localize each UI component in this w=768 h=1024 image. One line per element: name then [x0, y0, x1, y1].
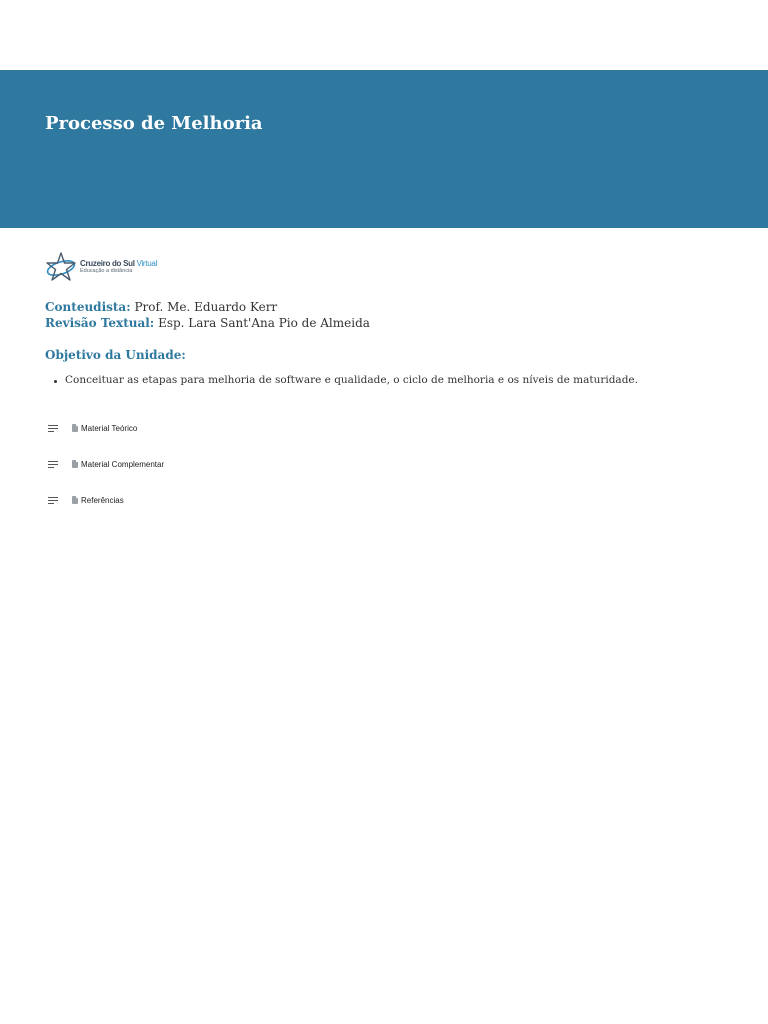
- logo-name: [80, 260, 157, 268]
- objective-list: [45, 374, 638, 386]
- nav-item-label: Material Teórico: [81, 423, 138, 433]
- section-nav: [48, 420, 164, 528]
- author-value: Prof. Me. Eduardo Kerr: [134, 300, 278, 314]
- author-line: [45, 299, 370, 315]
- credits: [45, 299, 370, 331]
- nav-item-material-teorico[interactable]: [48, 420, 164, 436]
- document-icon: [72, 424, 78, 432]
- logo-tagline: Educação a distância: [80, 267, 133, 274]
- review-line: [45, 315, 370, 331]
- logo-name-main: Cruzeiro do Sul: [80, 258, 135, 268]
- logo-name-accent: Virtual: [136, 258, 157, 268]
- menu-lines-icon: [48, 494, 60, 506]
- nav-item-label: Material Complementar: [81, 459, 165, 469]
- star-orbit-icon: [45, 252, 77, 282]
- logo: [45, 252, 160, 282]
- objective-item-text: Conceituar as etapas para melhoria de software e qualidade, o ciclo de melhoria e os níveis de maturidade.: [65, 374, 638, 386]
- menu-lines-icon: [48, 458, 60, 470]
- nav-item-label: Referências: [81, 495, 124, 505]
- logo-text: [80, 260, 157, 275]
- nav-item-referencias[interactable]: [48, 492, 164, 508]
- author-label: Conteudista:: [45, 300, 131, 314]
- nav-item-material-complementar[interactable]: [48, 456, 164, 472]
- objective-heading: Objetivo da Unidade:: [45, 348, 186, 362]
- menu-lines-icon: [48, 422, 60, 434]
- review-label: Revisão Textual:: [45, 316, 155, 330]
- review-value: Esp. Lara Sant'Ana Pio de Almeida: [158, 316, 370, 330]
- document-icon: [72, 496, 78, 504]
- header-banner: [0, 70, 768, 228]
- bullet-icon: [54, 380, 57, 383]
- objective-item: [45, 374, 638, 386]
- page-title: Processo de Melhoria: [45, 113, 263, 134]
- document-icon: [72, 460, 78, 468]
